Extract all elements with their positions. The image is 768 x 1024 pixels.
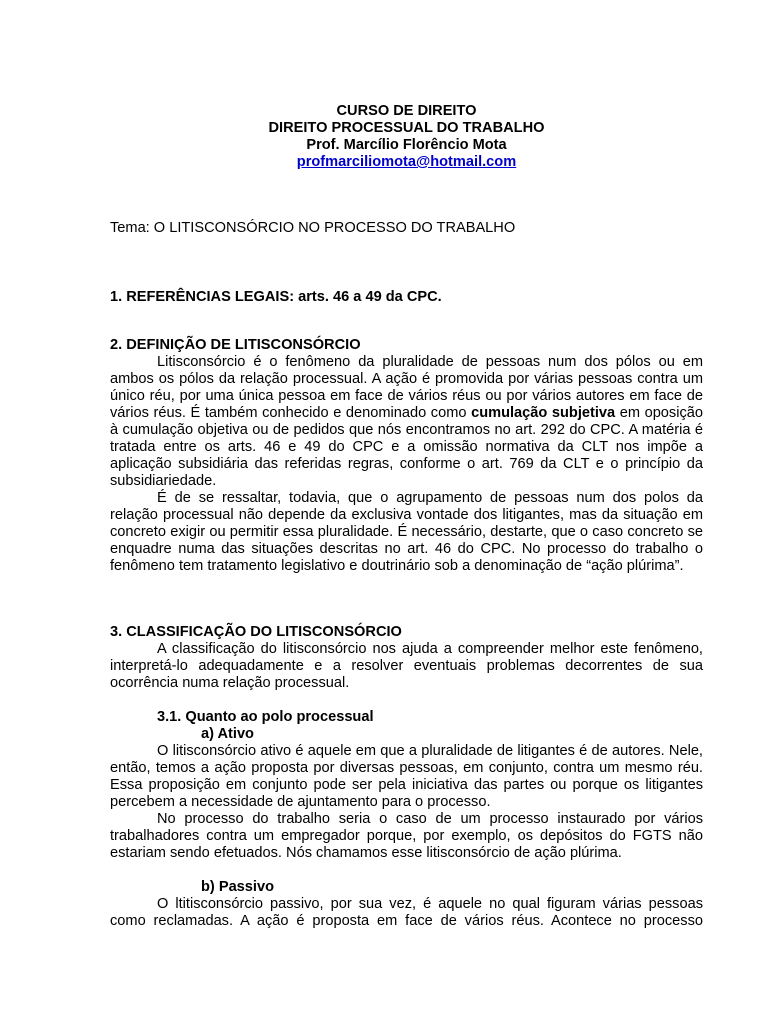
item-a-heading: a) Ativo xyxy=(201,726,254,742)
email-link[interactable]: profmarciliomota@hotmail.com xyxy=(296,154,517,170)
professor-name: Prof. Marcílio Florêncio Mota xyxy=(306,137,507,153)
subject-title: DIREITO PROCESSUAL DO TRABALHO xyxy=(268,120,545,136)
section-2 xyxy=(110,337,703,575)
item-b-heading: b) Passivo xyxy=(201,879,274,895)
section-2-heading: 2. DEFINIÇÃO DE LITISCONSÓRCIO xyxy=(110,337,361,353)
tema-heading: Tema: O LITISCONSÓRCIO NO PROCESSO DO TRABALHO xyxy=(110,220,516,236)
item-a-paragraph-2: No processo do trabalho seria o caso de um processo instaurado por vários trabalhadores contra um empregador porque, por exemplo, os depósitos do FGTS não estariam sendo efetuados. Nós chamamos esse litisconsórcio de ação plúrima. xyxy=(110,811,703,861)
section-3 xyxy=(110,624,703,930)
section-3-paragraph-1: A classificação do litisconsórcio nos ajuda a compreender melhor este fenômeno, interpretá-lo adequadamente e a resolver eventuais problemas decorrentes de sua ocorrência numa relação processual. xyxy=(110,641,703,691)
section-2-paragraph-2: É de se ressaltar, todavia, que o agrupamento de pessoas num dos polos da relação processual não depende da exclusiva vontade dos litigantes, mas da situação em concreto exigir ou permitir essa pluralidade. É necessário, destarte, que o caso concreto se enquadre numa das situações descritas no art. 46 do CPC. No processo do trabalho o fenômeno tem tratamento legislativo e doutrinário sob a denominação de “ação plúrima”. xyxy=(110,490,703,574)
bold-term: cumulação subjetiva xyxy=(471,405,616,421)
item-b-paragraph-1: O ltitisconsórcio passivo, por sua vez, é aquele no qual figuram várias pessoas como reclamadas. A ação é proposta em face de vários réus. Acontece no processo xyxy=(110,896,703,929)
document-header xyxy=(110,103,703,171)
course-title: CURSO DE DIREITO xyxy=(336,103,477,119)
subsection-3-1-heading: 3.1. Quanto ao polo processual xyxy=(157,709,374,725)
section-3-heading: 3. CLASSIFICAÇÃO DO LITISCONSÓRCIO xyxy=(110,624,402,640)
item-a-paragraph-1: O litisconsórcio ativo é aquele em que a pluralidade de litigantes é de autores. Nele, então, temos a ação proposta por diversas pessoas, em conjunto, contra um mesmo réu. Essa proposição em conjunto pode ser pela iniciativa das partes ou porque os litigantes percebem a necessidade de ajuntamento para o processo. xyxy=(110,743,703,810)
section-1-heading: 1. REFERÊNCIAS LEGAIS: arts. 46 a 49 da CPC. xyxy=(110,289,442,305)
section-2-paragraph-1: Litisconsórcio é o fenômeno da pluralidade de pessoas num dos pólos ou em ambos os pólos da relação processual. A ação é promovida por várias pessoas contra um único réu, por uma única pessoa em face de vários réus ou por vários autores em face de vários réus. É também conhecido e denominado como cumulação subjetiva em oposição à cumulação objetiva ou de pedidos que nós encontramos no art. 292 do CPC. A matéria é tratada entre os arts. 46 e 49 do CPC e a omissão normativa da CLT nos impõe a aplicação subsidiária das referidas regras, conforme o art. 769 da CLT e o princípio da subsidiariedade. xyxy=(110,354,703,489)
